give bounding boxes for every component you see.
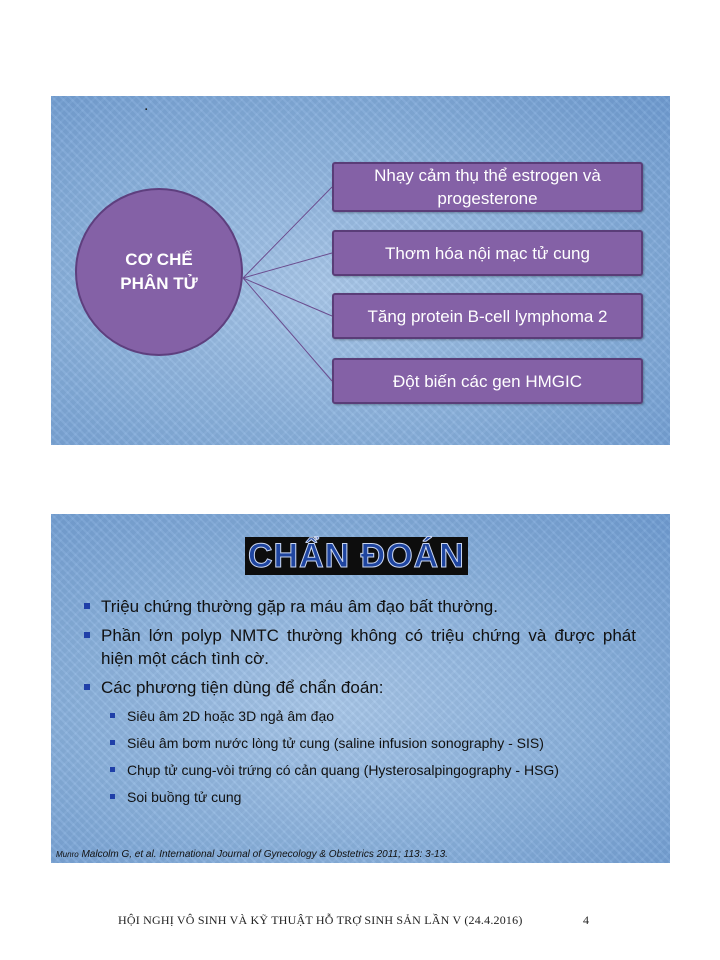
mechanism-box-hmgic: Đột biến các gen HMGIC xyxy=(332,358,643,404)
page-number: 4 xyxy=(583,913,589,927)
mechanism-box-aromatization: Thơm hóa nội mạc tử cung xyxy=(332,230,643,276)
page-footer: HỘI NGHỊ VÔ SINH VÀ KỸ THUẬT HỖ TRỢ SINH SẢN LẦN V (24.4.2016) xyxy=(118,913,523,927)
bullet-item-methods xyxy=(81,676,636,807)
bullet-item: Phần lớn polyp NMTC thường không có triệu chứng và được phát hiện một cách tình cờ. xyxy=(81,624,636,670)
sub-bullet-item: Soi buồng tử cung xyxy=(101,788,636,807)
slide-title: CHẨN ĐOÁN xyxy=(245,537,468,575)
sub-bullet-item: Chụp tử cung-vòi trứng có cản quang (Hysterosalpingography - HSG) xyxy=(101,761,636,780)
bullet-text: Các phương tiện dùng để chẩn đoán: xyxy=(101,678,384,697)
bullet-item: Triệu chứng thường gặp ra máu âm đạo bất thường. xyxy=(81,595,636,618)
slide-diagnosis xyxy=(51,514,670,863)
stray-dot: . xyxy=(144,97,149,114)
reference-prefix: Munro xyxy=(56,850,79,859)
sub-bullet-list xyxy=(101,707,636,807)
sub-bullet-item: Siêu âm bơm nước lòng tử cung (saline infusion sonography - SIS) xyxy=(101,734,636,753)
mechanism-circle xyxy=(75,188,243,356)
reference-citation xyxy=(56,849,448,860)
slide-molecular-mechanism xyxy=(51,96,670,445)
circle-label-line1: CƠ CHẾ xyxy=(125,250,193,269)
mechanism-box-bcl2: Tăng protein B-cell lymphoma 2 xyxy=(332,293,643,339)
bullet-list xyxy=(81,595,636,815)
mechanism-box-estrogen: Nhạy cảm thụ thể estrogen và progesterone xyxy=(332,162,643,212)
sub-bullet-item: Siêu âm 2D hoặc 3D ngả âm đạo xyxy=(101,707,636,726)
circle-label-line2: PHÂN TỬ xyxy=(120,274,198,293)
reference-text: Malcolm G, et al. International Journal of Gynecology & Obstetrics 2011; 113: 3-13. xyxy=(78,849,448,860)
